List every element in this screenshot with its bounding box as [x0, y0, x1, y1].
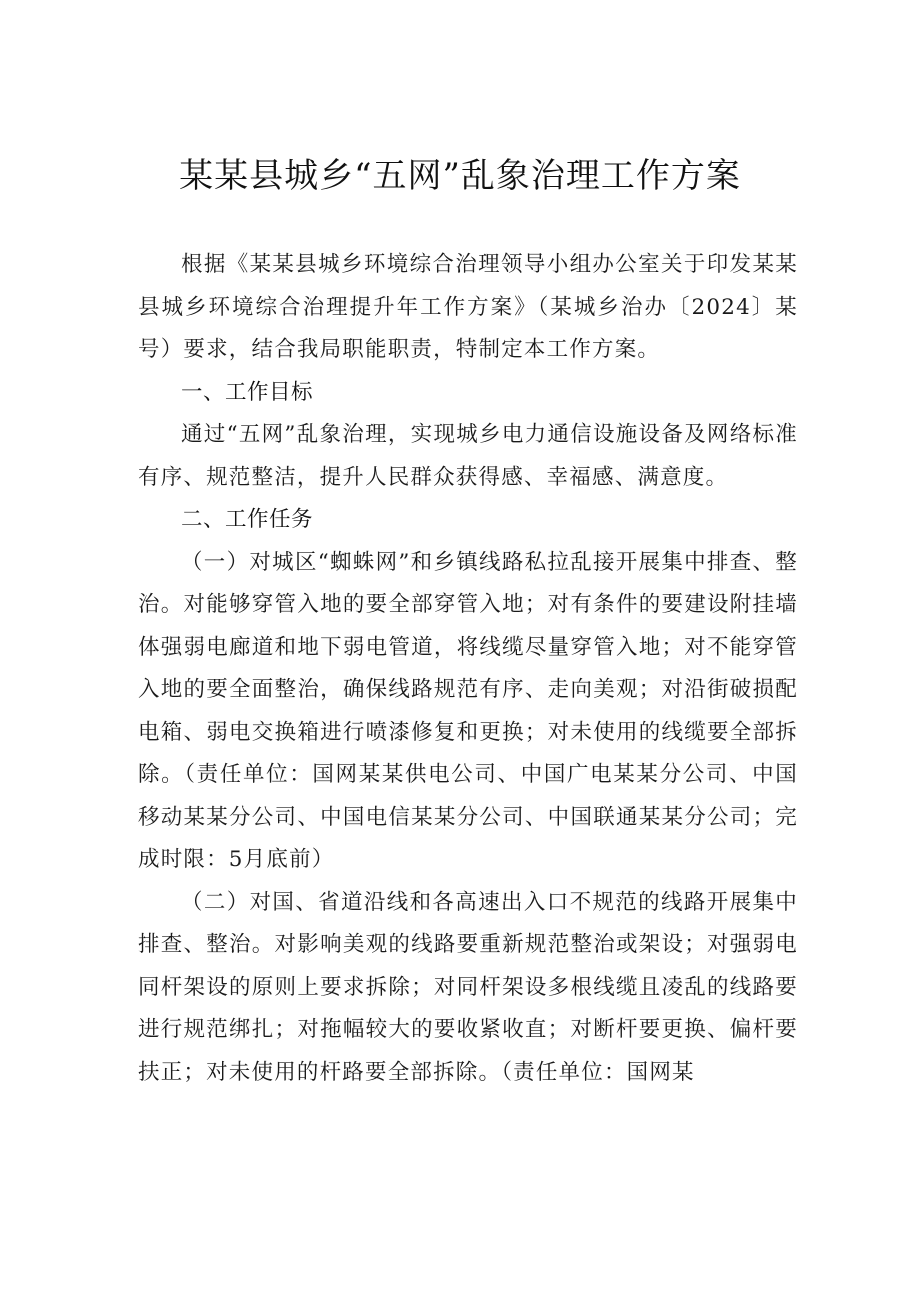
document-title: 某某县城乡“五网”乱象治理工作方案 — [179, 156, 741, 196]
document-body — [138, 244, 798, 1094]
task-item-2: （二）对国、省道沿线和各高速出入口不规范的线路开展集中排查、整治。对影响美观的线路要重新规范整治或架设；对强弱电同杆架设的原则上要求拆除；对同杆架设多根线缆且凌乱的线路要进行规范绑扎；对拖幅较大的要收紧收直；对断杆要更换、偏杆要扶正；对未使用的杆路要全部拆除。（责任单位：国网某 — [138, 889, 798, 1085]
goals-paragraph: 通过“五网”乱象治理，实现城乡电力通信设施设备及网络标准有序、规范整洁，提升人民群众获得感、幸福感、满意度。 — [138, 422, 798, 490]
section-heading-tasks: 二、工作任务 — [181, 507, 314, 532]
intro-paragraph: 根据《某某县城乡环境综合治理领导小组办公室关于印发某某县城乡环境综合治理提升年工作方案》（某城乡治办〔2024〕某号）要求，结合我局职能职责，特制定本工作方案。 — [138, 252, 798, 362]
task-item-1: （一）对城区“蜘蛛网”和乡镇线路私拉乱接开展集中排查、整治。对能够穿管入地的要全部穿管入地；对有条件的要建设附挂墙体强弱电廊道和地下弱电管道，将线缆尽量穿管入地；对不能穿管入地的要全面整治，确保线路规范有序、走向美观；对沿街破损配电箱、弱电交换箱进行喷漆修复和更换；对未使用的线缆要全部拆除。（责任单位：国网某某供电公司、中国广电某某分公司、中国移动某某分公司、中国电信某某分公司、中国联通某某分公司；完成时限：5月底前） — [138, 549, 798, 872]
section-heading-goals: 一、工作目标 — [181, 379, 314, 405]
